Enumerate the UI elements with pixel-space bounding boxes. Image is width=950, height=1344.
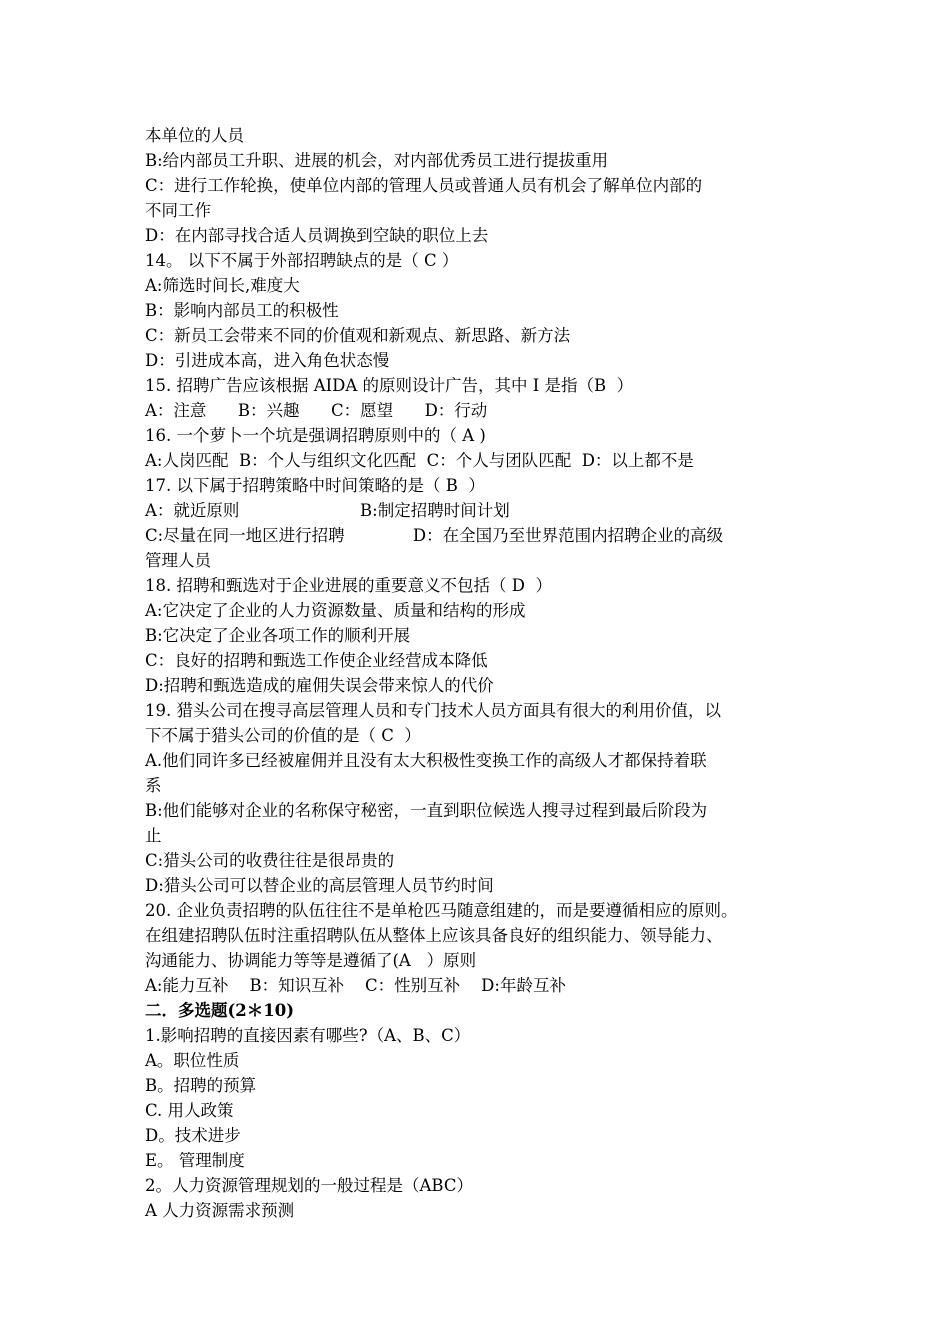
multi-question-1: 1.影响招聘的直接因素有哪些?（A、B、C） bbox=[145, 1026, 471, 1045]
question-19: 19. 猎头公司在搜寻高层管理人员和专门技术人员方面具有很大的利用价值，以 bbox=[145, 701, 721, 720]
text-line: A。职位性质 bbox=[145, 1051, 240, 1070]
question-16: 16. 一个萝卜一个坑是强调招聘原则中的（ A ) bbox=[145, 426, 486, 445]
question-20: 20. 企业负责招聘的队伍往往不是单枪匹马随意组建的，而是要遵循相应的原则。 bbox=[145, 901, 738, 920]
text-line: B:他们能够对企业的名称保守秘密，一直到职位候选人搜寻过程到最后阶段为 bbox=[145, 801, 708, 820]
text-line: D:猎头公司可以替企业的高层管理人员节约时间 bbox=[145, 876, 494, 895]
text-line: 本单位的人员 bbox=[145, 126, 244, 145]
text-line: 沟通能力、协调能力等等是遵循了(A ）原则 bbox=[145, 951, 477, 970]
text-line: 在组建招聘队伍时注重招聘队伍从整体上应该具备良好的组织能力、领导能力、 bbox=[145, 926, 723, 945]
text-line: A.他们同许多已经被雇佣并且没有太大积极性变换工作的高级人才都保持着联 bbox=[145, 751, 707, 770]
text-line: D:招聘和甄选造成的雇佣失误会带来惊人的代价 bbox=[145, 676, 494, 695]
text-line: B:给内部员工升职、进展的机会，对内部优秀员工进行提拔重用 bbox=[145, 151, 609, 170]
text-line: A 人力资源需求预测 bbox=[145, 1201, 295, 1220]
question-17: 17. 以下属于招聘策略中时间策略的是（ B ） bbox=[145, 476, 485, 495]
text-line: A:它决定了企业的人力资源数量、质量和结构的形成 bbox=[145, 601, 526, 620]
question-14: 14。 以下不属于外部招聘缺点的是（ C ） bbox=[145, 251, 459, 270]
question-15: 15. 招聘广告应该根据 AIDA 的原则设计广告，其中 I 是指（B ） bbox=[145, 376, 634, 395]
section-heading: 二．多选题(2＊10) bbox=[145, 1001, 295, 1020]
text-line: 下不属于猎头公司的价值的是（ C ） bbox=[145, 726, 421, 745]
text-line: A:人岗匹配 B：个人与组织文化匹配 C：个人与团队匹配 D：以上都不是 bbox=[145, 451, 694, 470]
text-line: D。技术进步 bbox=[145, 1126, 241, 1145]
text-line: 系 bbox=[145, 776, 162, 795]
multi-question-2: 2。人力资源管理规划的一般过程是（ABC） bbox=[145, 1176, 473, 1195]
text-line: C:尽量在同一地区进行招聘 D：在全国乃至世界范围内招聘企业的高级 bbox=[145, 526, 724, 545]
text-line: 不同工作 bbox=[145, 201, 211, 220]
text-line: D：引进成本高，进入角色状态慢 bbox=[145, 351, 390, 370]
text-line: B：影响内部员工的积极性 bbox=[145, 301, 339, 320]
text-line: A:筛选时间长,难度大 bbox=[145, 276, 300, 295]
text-line: C：良好的招聘和甄选工作使企业经营成本降低 bbox=[145, 651, 488, 670]
text-line: C：进行工作轮换，使单位内部的管理人员或普通人员有机会了解单位内部的 bbox=[145, 176, 703, 195]
text-line: B。招聘的预算 bbox=[145, 1076, 257, 1095]
text-line: 管理人员 bbox=[145, 551, 211, 570]
text-line: C：新员工会带来不同的价值观和新观点、新思路、新方法 bbox=[145, 326, 571, 345]
text-line: C. 用人政策 bbox=[145, 1101, 234, 1120]
text-line: 止 bbox=[145, 826, 162, 845]
text-line: C:猎头公司的收费往往是很昂贵的 bbox=[145, 851, 395, 870]
text-line: E。 管理制度 bbox=[145, 1151, 245, 1170]
document-body bbox=[145, 123, 835, 1223]
text-line: A:能力互补 B：知识互补 C：性别互补 D:年龄互补 bbox=[145, 976, 566, 995]
text-line: A：注意 B：兴趣 C：愿望 D：行动 bbox=[145, 401, 488, 420]
text-line: B:它决定了企业各项工作的顺利开展 bbox=[145, 626, 411, 645]
text-line: D：在内部寻找合适人员调换到空缺的职位上去 bbox=[145, 226, 489, 245]
question-18: 18. 招聘和甄选对于企业进展的重要意义不包括（ D ） bbox=[145, 576, 552, 595]
text-line: A：就近原则 B:制定招聘时间计划 bbox=[145, 501, 510, 520]
